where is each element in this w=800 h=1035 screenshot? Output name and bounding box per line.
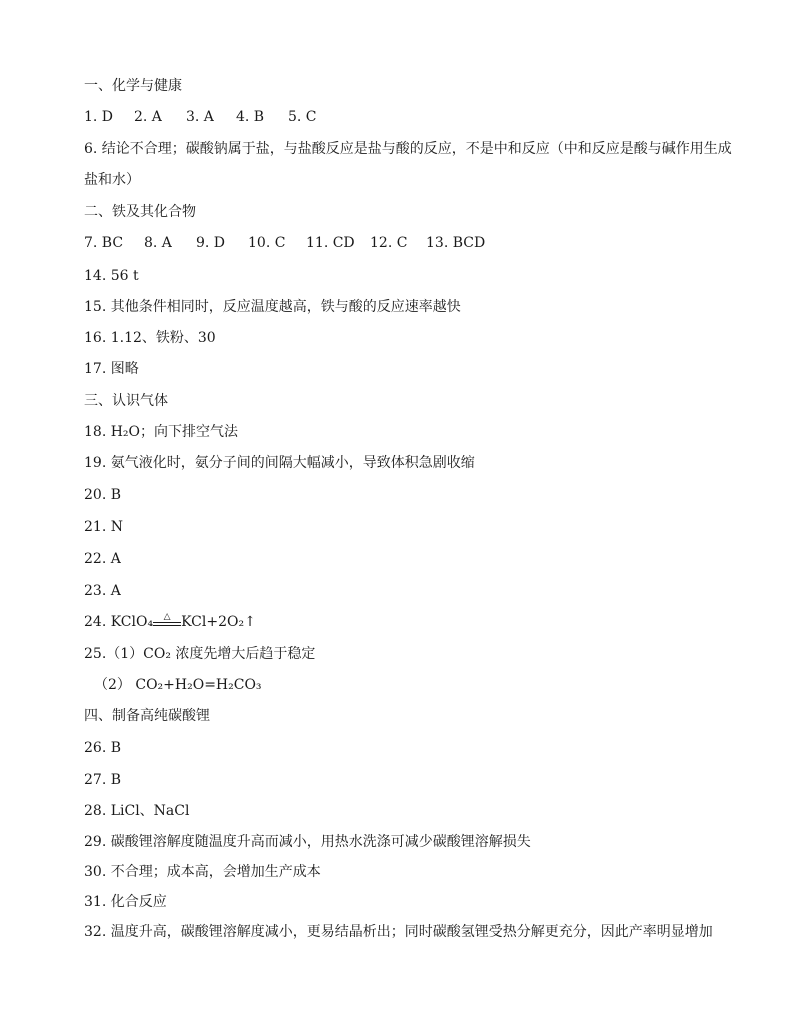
answer-25-part-1: 25.（1）CO₂ 浓度先增大后趋于稳定 <box>84 646 316 662</box>
answer-20: 20. B <box>84 487 122 503</box>
answer-12: 12. C <box>370 235 408 251</box>
answer-8: 8. A <box>144 235 172 251</box>
answer-17: 17. 图略 <box>84 361 139 377</box>
answer-1: 1. D <box>84 109 114 125</box>
answer-6-line-1: 6. 结论不合理；碳酸钠属于盐，与盐酸反应是盐与酸的反应，不是中和反应（中和反应是酸与碱作用生成 <box>84 141 732 157</box>
answer-6-line-2: 盐和水） <box>84 172 140 188</box>
answer-25-part-2: （2） CO₂+H₂O=H₂CO₃ <box>94 677 262 693</box>
section-heading-2: 二、铁及其化合物 <box>84 204 196 220</box>
answer-23: 23. A <box>84 583 121 599</box>
section-heading-1: 一、化学与健康 <box>84 78 182 94</box>
answer-30: 30. 不合理；成本高，会增加生产成本 <box>84 864 321 880</box>
answer-19: 19. 氨气液化时，氨分子间的间隔大幅减小，导致体积急剧收缩 <box>84 455 475 471</box>
answer-22: 22. A <box>84 551 121 567</box>
choice-answers-1-5 <box>84 107 317 127</box>
answer-5: 5. C <box>288 109 317 125</box>
answer-7: 7. BC <box>84 235 124 251</box>
heat-condition-mark: △ <box>163 612 171 622</box>
equation-reactant: 24. KClO₄ <box>84 614 154 630</box>
answer-26: 26. B <box>84 740 122 756</box>
answer-2: 2. A <box>134 109 162 125</box>
answer-27: 27. B <box>84 772 122 788</box>
answer-13: 13. BCD <box>426 235 486 251</box>
answer-31: 31. 化合反应 <box>84 894 167 910</box>
answer-3: 3. A <box>186 109 214 125</box>
answer-11: 11. CD <box>306 235 355 251</box>
section-heading-3: 三、认识气体 <box>84 393 168 409</box>
heating-equals-sign <box>153 613 181 626</box>
answer-32: 32. 温度升高，碳酸锂溶解度减小，更易结晶析出；同时碳酸氢锂受热分解更充分，因此产率明显增加 <box>84 924 713 940</box>
answer-18: 18. H₂O；向下排空气法 <box>84 424 239 440</box>
choice-answers-7-13 <box>84 233 485 253</box>
equation-products: KCl+2O₂↑ <box>181 614 256 630</box>
answer-15: 15. 其他条件相同时，反应温度越高，铁与酸的反应速率越快 <box>84 299 461 315</box>
answer-14: 14. 56 t <box>84 268 139 284</box>
answer-9: 9. D <box>196 235 226 251</box>
answer-24-equation <box>84 612 256 632</box>
answer-21: 21. N <box>84 519 123 535</box>
answer-16: 16. 1.12、铁粉、30 <box>84 330 216 346</box>
answer-4: 4. B <box>236 109 265 125</box>
section-heading-4: 四、制备高纯碳酸锂 <box>84 708 210 724</box>
answer-28: 28. LiCl、NaCl <box>84 803 190 819</box>
answer-10: 10. C <box>248 235 286 251</box>
answer-29: 29. 碳酸锂溶解度随温度升高而减小，用热水洗涤可减少碳酸锂溶解损失 <box>84 834 531 850</box>
